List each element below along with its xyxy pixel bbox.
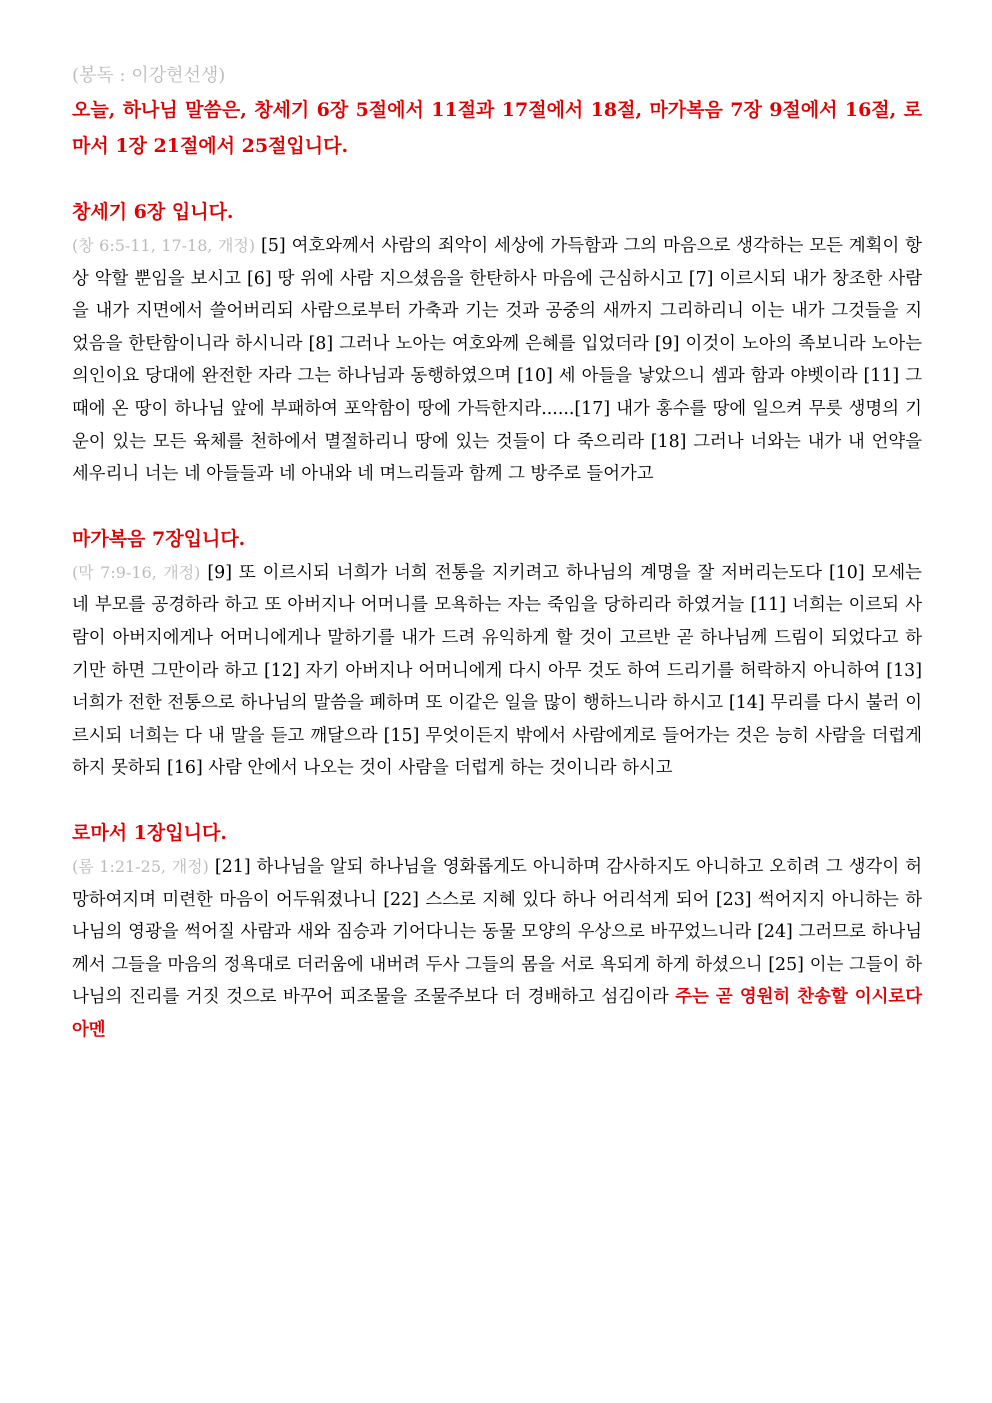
- verse-text: [21] 하나님을 알되 하나님을 영화롭게도 아니하며 감사하지도 아니하고 오히려 그 생각이 허망하여지며 미련한 마음이 어두워졌나니 [22] 스스로 지혜 있다 하나 어리석게 되어 [23] 썩어지지 아니하는 하나님의 영광을 썩어질 사람과 새와 짐승과 기어다니는 동물 모양의 우상으로 바꾸었느니라 [24] 그러므로 하나님께서 그들을 마음의 정욕대로 더러움에 내버려 두사 그들의 몸을 서로 욕되게 하게 하셨으니 [25] 이는 그들이 하나님의 진리를 거짓 것으로 바꾸어 피조물을 조물주보다 더 경배하고 섬김이라: [72, 856, 922, 1008]
- document-page: [72, 60, 922, 1046]
- section-heading: 창세기 6장 입니다.: [72, 201, 234, 223]
- section-genesis: [72, 194, 922, 491]
- verse-text: [5] 여호와께서 사람의 죄악이 세상에 가득함과 그의 마음으로 생각하는 모든 계획이 항상 악할 뿐임을 보시고 [6] 땅 위에 사람 지으셨음을 한탄하사 마음에 근심하시고 [7] 이르시되 내가 창조한 사람을 내가 지면에서 쓸어버리되 사람으로부터 가축과 기는 것과 공중의 새까지 그리하리니 이는 내가 그것들을 지었음을 한탄함이니라 하시니라 [8] 그러나 노아는 여호와께 은혜를 입었더라 [9] 이것이 노아의 족보니라 노아는 의인이요 당대에 완전한 자라 그는 하나님과 동행하였으며 [10] 세 아들을 낳았으니 셈과 함과 야벳이라 [11] 그 때에 온 땅이 하나님 앞에 부패하여 포악함이 땅에 가득한지라......[17] 내가 홍수를 땅에 일으켜 무릇 생명의 기운이 있는 모든 육체를 천하에서 멸절하리니 땅에 있는 것들이 다 죽으리라 [18] 그러나 너와는 내가 내 언약을 세우리니 너는 네 아들들과 네 아내와 네 며느리들과 함께 그 방주로 들어가고: [72, 236, 922, 485]
- section-romans: [72, 815, 922, 1047]
- scripture-reference: (창 6:5-11, 17-18, 개정): [72, 236, 256, 255]
- section-mark: [72, 521, 922, 785]
- passage-text: [72, 851, 922, 1047]
- intro-text: 오늘, 하나님 말씀은, 창세기 6장 5절에서 11절과 17절에서 18절, 마가복음 7장 9절에서 16절, 로마서 1장 21절에서 25절입니다.: [72, 99, 922, 157]
- passage-text: [72, 230, 922, 491]
- section-heading: 로마서 1장입니다.: [72, 821, 227, 844]
- closing-doxology: 주는 곧 영원히 찬송할 이시로다 아멘: [72, 987, 922, 1040]
- scripture-reference: (롬 1:21-25, 개정): [72, 856, 209, 876]
- verse-text: [9] 또 이르시되 너희가 너희 전통을 지키려고 하나님의 계명을 잘 저버리는도다 [10] 모세는 네 부모를 공경하라 하고 또 아버지나 어머니를 모욕하는 자는 죽임을 당하리라 하였거늘 [11] 너희는 이르되 사람이 아버지에게나 어머니에게나 말하기를 내가 드려 유익하게 할 것이 고르반 곧 하나님께 드림이 되었다고 하기만 하면 그만이라 하고 [12] 자기 아버지나 어머니에게 다시 아무 것도 하여 드리기를 허락하지 아니하여 [13] 너희가 전한 전통으로 하나님의 말씀을 폐하며 또 이같은 일을 많이 행하느니라 하시고 [14] 무리를 다시 불러 이르시되 너희는 다 내 말을 듣고 깨달으라 [15] 무엇이든지 밖에서 사람에게로 들어가는 것은 능히 사람을 더럽게 하지 못하되 [16] 사람 안에서 나오는 것이 사람을 더럽게 하는 것이니라 하시고: [72, 562, 922, 779]
- section-heading: 마가복음 7장입니다.: [72, 527, 246, 550]
- reader-note: (봉독 : 이강현선생): [72, 65, 226, 86]
- scripture-reference: (막 7:9-16, 개정): [72, 562, 201, 582]
- passage-text: [72, 557, 922, 785]
